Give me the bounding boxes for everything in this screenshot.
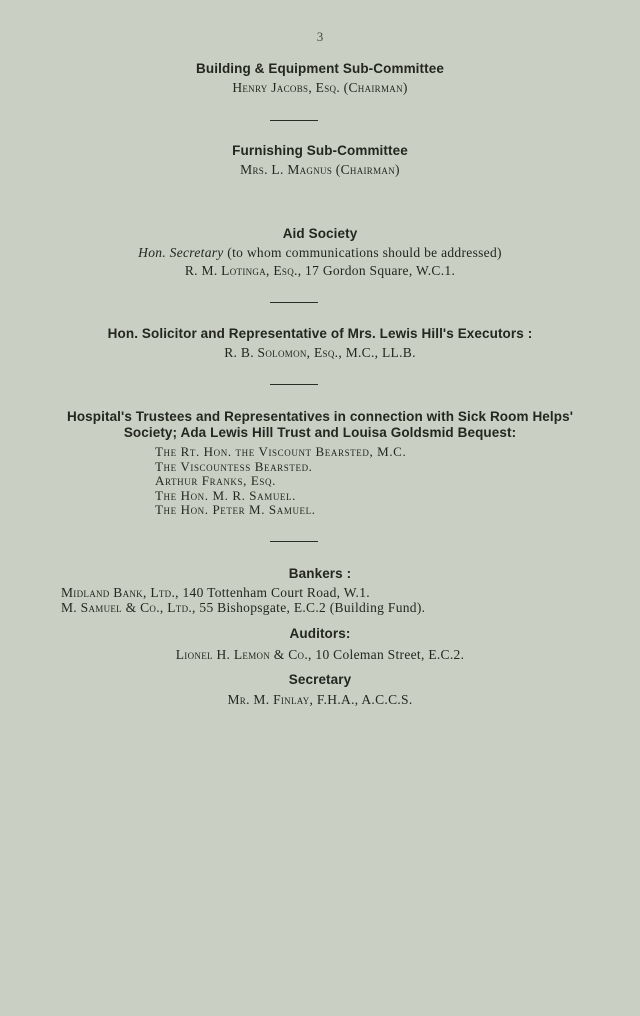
bank-line-1 [61,585,370,601]
bankers-heading: Bankers : [288,566,352,581]
trustee-name: The Viscountess Bearsted. [155,459,313,474]
trustee-name: The Hon. Peter M. Samuel. [155,502,316,517]
trustee-name: The Rt. Hon. the Viscount Bearsted, M.C. [155,444,407,459]
auditor-address: 10 Coleman Street, E.C.2. [311,647,465,662]
bank-line-2 [61,600,425,616]
section-divider [270,302,318,303]
trustees-heading-line1: Hospital's Trustees and Representatives in connection with Sick Room Helps' [66,409,574,424]
solicitor-name: R. B. Solomon, Esq., M.C., LL.B. [224,345,416,360]
trustees-heading-line2: Society; Ada Lewis Hill Trust and Louisa Goldsmid Bequest: [123,425,517,440]
aid-society-heading: Aid Society [282,226,358,241]
building-committee-chairman: Henry Jacobs, Esq. (Chairman) [232,80,408,95]
building-committee-heading: Building & Equipment Sub-Committee [196,61,444,76]
section-divider [270,384,318,385]
auditor-name: Lionel H. Lemon & Co., [175,647,312,662]
section-divider [270,120,318,121]
furnishing-committee-heading: Furnishing Sub-Committee [232,143,408,158]
trustee-name: Arthur Franks, Esq. [155,473,276,488]
secretary-heading: Secretary [288,672,352,687]
bank-name: M. Samuel & Co., Ltd., [61,600,196,615]
secretary-name: Mr. M. Finlay, F.H.A., A.C.C.S. [227,692,413,707]
bank-name: Midland Bank, Ltd., [61,585,179,600]
bank-address: 140 Tottenham Court Road, W.1. [178,585,370,600]
furnishing-committee-chairman: Mrs. L. Magnus (Chairman) [240,162,400,177]
aid-society-secretary-note [0,245,640,261]
communications-note: (to whom communications should be addressed) [223,245,502,260]
aid-secretary-name: R. M. Lotinga, Esq., [184,263,302,278]
aid-society-address [0,263,640,279]
trustee-name: The Hon. M. R. Samuel. [155,488,296,503]
bank-address: 55 Bishopsgate, E.C.2 (Building Fund). [195,600,426,615]
section-divider [270,541,318,542]
hon-secretary-label: Hon. Secretary [138,245,224,260]
auditors-line [0,647,640,663]
page-number: 3 [316,29,324,44]
solicitor-heading: Hon. Solicitor and Representative of Mrs. Lewis Hill's Executors : [107,326,533,341]
auditors-heading: Auditors: [289,626,351,641]
aid-secretary-address: 17 Gordon Square, W.C.1. [301,263,456,278]
